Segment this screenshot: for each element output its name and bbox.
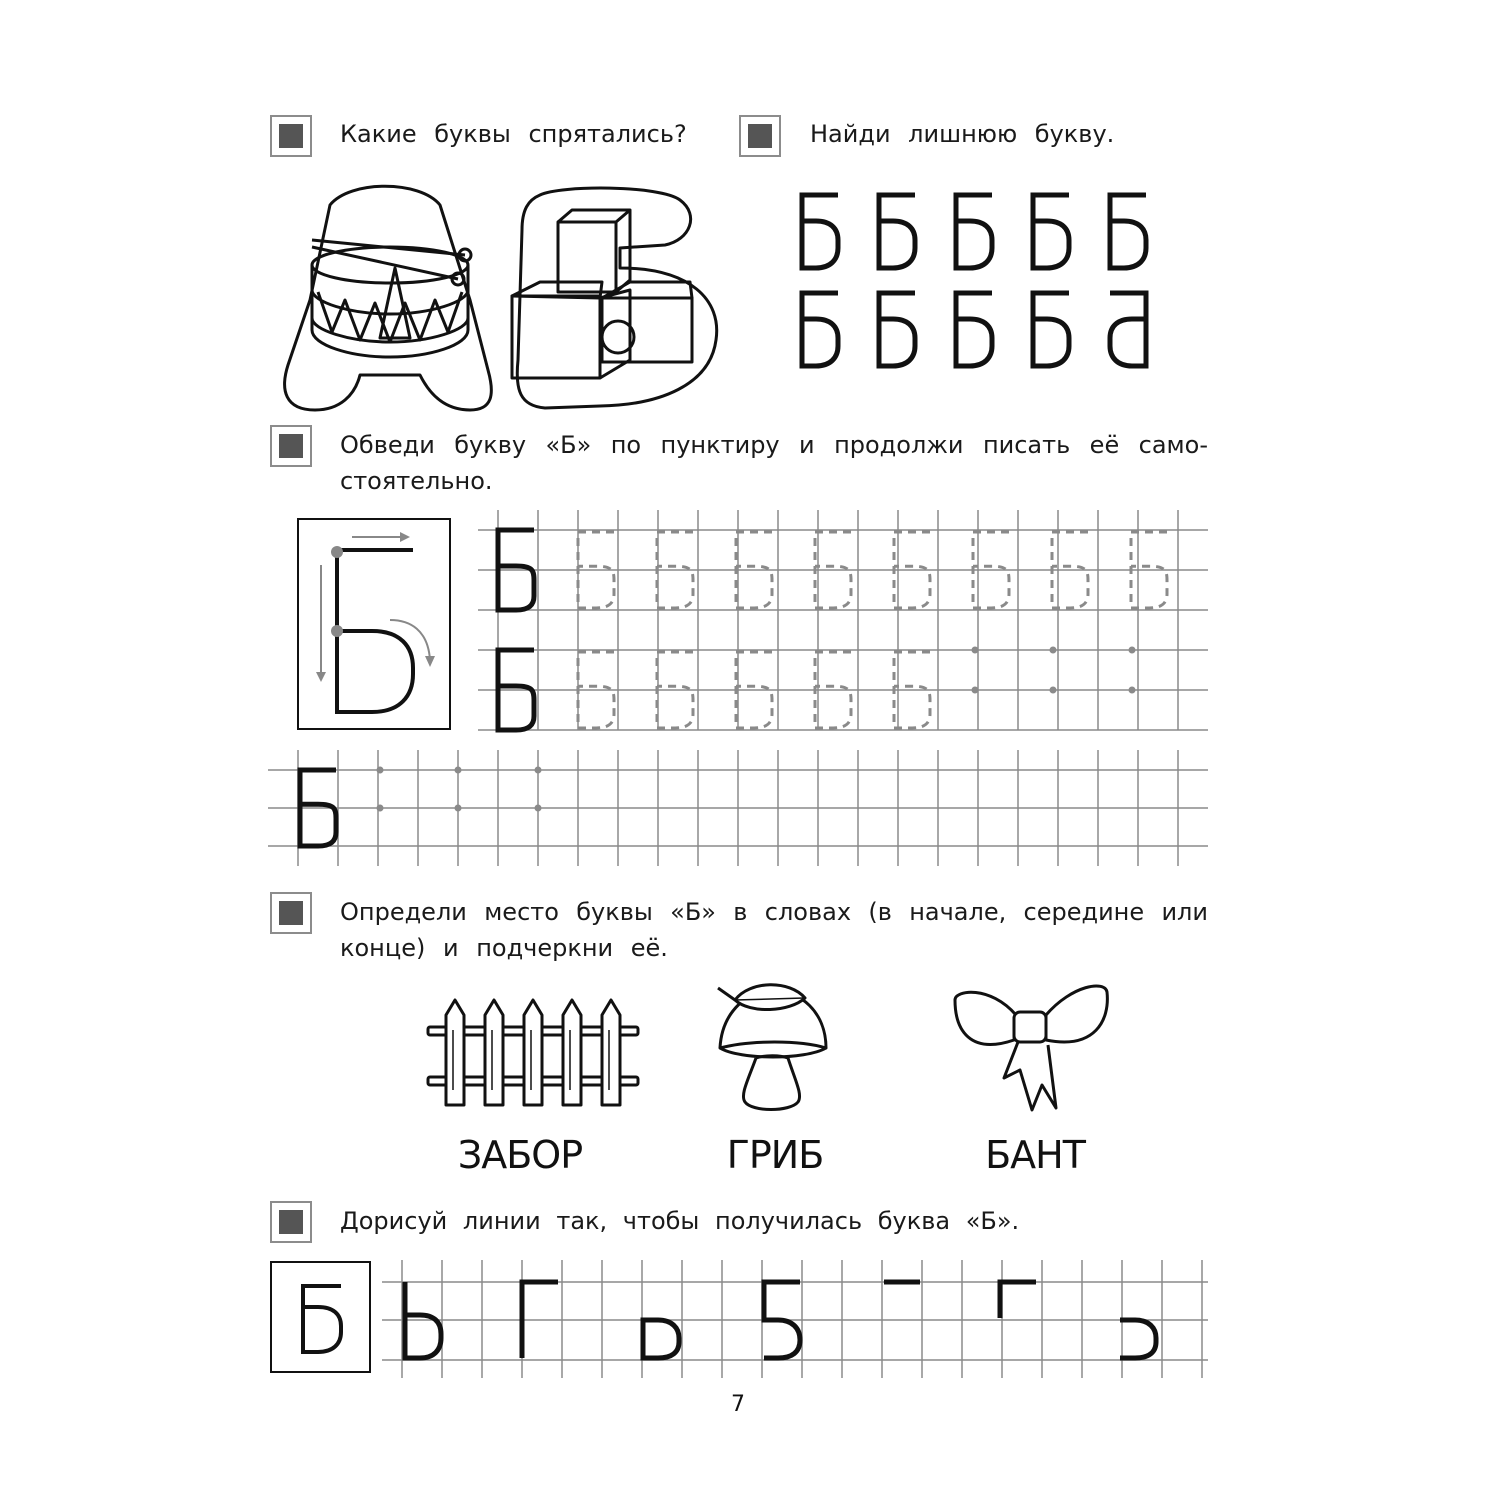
fence-picture [428, 1000, 638, 1105]
start-dot [972, 687, 979, 694]
partial-letter-small-b [643, 1320, 679, 1358]
instruction-odd-letter: Найди лишнюю букву. [810, 120, 1115, 148]
start-dot [377, 805, 384, 812]
start-dot [1050, 687, 1057, 694]
mushroom-picture [718, 985, 826, 1110]
start-dot [1050, 647, 1057, 654]
start-dot [972, 647, 979, 654]
odd-letter-b [879, 293, 915, 366]
instruction-hidden-letters: Какие буквы спрятались? [340, 120, 687, 148]
partial-letter-corner [1000, 1282, 1036, 1318]
instruction-trace-cont: стоятельно. [340, 467, 493, 495]
odd-letter-b [1033, 195, 1069, 268]
odd-letter-b [802, 195, 838, 268]
instruction-complete-lines: Дорисуй линии так, чтобы получилась буква «Б». [340, 1207, 1020, 1235]
odd-letter-b [1110, 195, 1146, 268]
start-dot [377, 767, 384, 774]
start-dot [1129, 687, 1136, 694]
odd-letter-b [956, 195, 992, 268]
odd-letter-b [802, 293, 838, 366]
word-bant: БАНТ [985, 1133, 1085, 1177]
odd-letter-b [956, 293, 992, 366]
trace-grid-upper [478, 510, 1208, 730]
odd-letter-b [1033, 293, 1069, 366]
instruction-position: Определи место буквы «Б» в словах (в начале, середине или [340, 898, 1208, 926]
instruction-position-cont: конце) и подчеркни её. [340, 934, 668, 962]
odd-letter-grid [802, 195, 1146, 366]
odd-letter-row-2 [802, 293, 1146, 366]
odd-letter-row-1 [802, 195, 1146, 268]
trace-grid-lower [268, 750, 1208, 866]
letter-b-cubes-illustration [512, 188, 717, 408]
start-dot [455, 767, 462, 774]
word-grib: ГРИБ [726, 1133, 824, 1177]
word-zabor: ЗАБОР [457, 1133, 583, 1177]
start-dot [535, 805, 542, 812]
complete-lines-grid [382, 1260, 1208, 1378]
odd-letter-b [879, 195, 915, 268]
odd-letter-mirrored-b [1110, 293, 1146, 366]
bow-picture [955, 986, 1107, 1110]
complete-lines-sample [271, 1262, 370, 1372]
page-number: 7 [731, 1392, 745, 1417]
letter-a-drum-illustration [285, 186, 492, 410]
start-dot [455, 805, 462, 812]
trace-demo-box [298, 519, 450, 729]
start-dot [1129, 647, 1136, 654]
start-dot [535, 767, 542, 774]
instruction-trace: Обведи букву «Б» по пунктиру и продолжи писать её само- [340, 431, 1208, 459]
partial-letter-reverse-c [1120, 1320, 1156, 1358]
